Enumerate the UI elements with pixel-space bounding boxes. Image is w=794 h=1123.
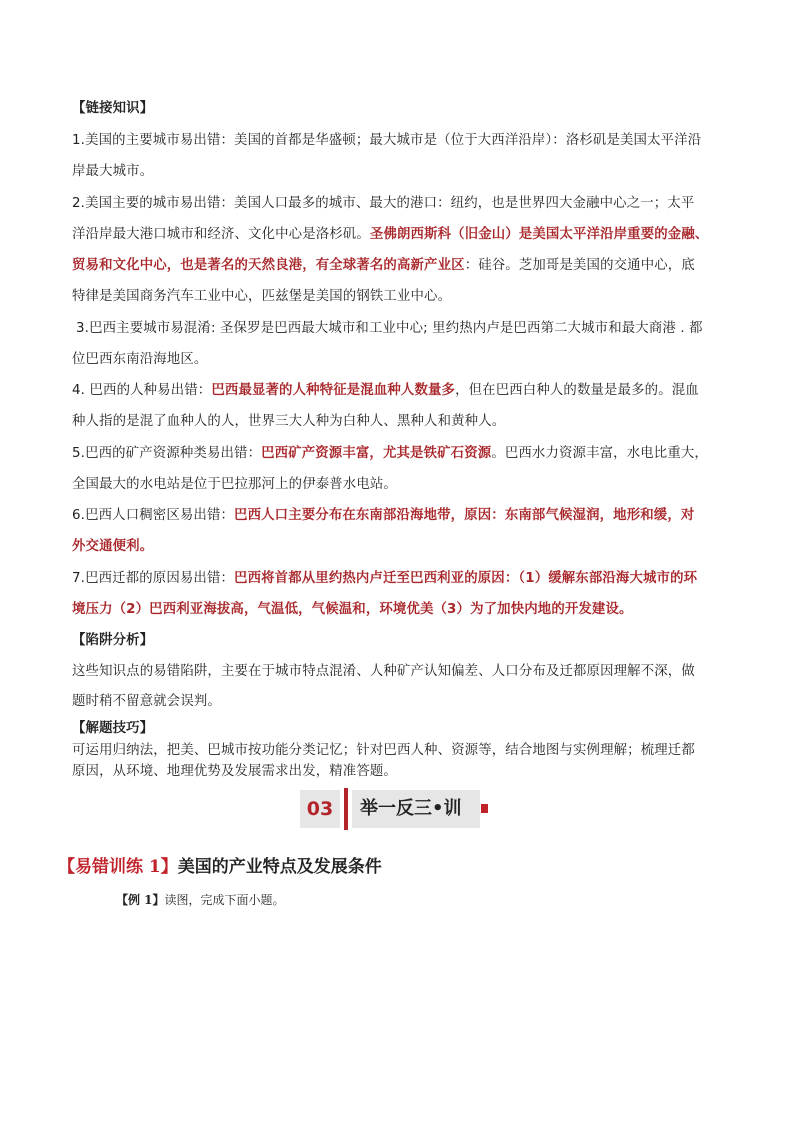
trap-line-1: 这些知识点的易错陷阱，主要在于城市特点混淆、人种矿产认知偏差、人口分布及迁都原因理解不深，做 xyxy=(72,664,695,679)
item-4-label: 4. 巴西的人种易出错： xyxy=(72,383,212,398)
item-2-line-3 xyxy=(72,256,732,276)
section-banner xyxy=(300,790,490,830)
item-5-text: 。巴西水力资源丰富，水电比重大， xyxy=(491,446,708,461)
banner-square-icon xyxy=(481,804,488,813)
banner-number: 03 xyxy=(300,790,340,828)
item-5-highlight: 巴西矿产资源丰富，尤其是铁矿石资源 xyxy=(261,446,492,461)
training-label: 【易错训练 1】 xyxy=(58,857,178,877)
banner-divider xyxy=(344,788,348,830)
example-line xyxy=(116,891,285,908)
item-2-line-2 xyxy=(72,225,732,245)
training-heading xyxy=(58,852,382,877)
item-5-line-1 xyxy=(72,444,732,464)
item-2-line-4: 特律是美国商务汽车工业中心，匹兹堡是美国的钢铁工业中心。 xyxy=(72,289,452,304)
example-label: 【例 1】 xyxy=(116,893,165,907)
example-text: 读图，完成下面小题。 xyxy=(164,893,285,907)
tips-line-1: 可运用归纳法，把美、巴城市按功能分类记忆；针对巴西人种、资源等，结合地图与实例理解；梳理迁都 xyxy=(72,743,695,758)
item-7-highlight: 巴西将首都从里约热内卢迁至巴西利亚的原因：（1）缓解东部沿海大城市的环 xyxy=(234,571,698,586)
item-1-line-2: 岸最大城市。 xyxy=(72,164,154,179)
item-2-text-cont: ：硅谷。芝加哥是美国的交通中心，底 xyxy=(464,258,695,273)
banner-title: 举一反三•训 xyxy=(352,790,480,828)
item-7-label: 7.巴西迁都的原因易出错： xyxy=(72,571,235,586)
item-4-text: ，但在巴西白种人的数量是最多的。混血 xyxy=(455,383,699,398)
item-3-line-1: 3.巴西主要城市易混淆: 圣保罗是巴西最大城市和工业中心; 里约热内卢是巴西第二大城市和最大商港 . 都 xyxy=(76,321,703,336)
heading-link-knowledge: 【链接知识】 xyxy=(72,101,154,116)
item-4-line-1 xyxy=(72,381,732,401)
item-7-line-2: 境压力（2）巴西利亚海拔高，气温低，气候温和，环境优美（3）为了加快内地的开发建设。 xyxy=(72,602,633,617)
item-5-label: 5.巴西的矿产资源种类易出错： xyxy=(72,446,262,461)
trap-line-2: 题时稍不留意就会误判。 xyxy=(72,694,221,709)
training-title: 美国的产业特点及发展条件 xyxy=(177,857,382,877)
item-6-label: 6.巴西人口稠密区易出错： xyxy=(72,508,235,523)
item-2-highlight-cont: 贸易和文化中心，也是著名的天然良港，有全球著名的高新产业区 xyxy=(72,258,465,273)
item-3-line-2: 位巴西东南沿海地区。 xyxy=(72,352,208,367)
item-5-line-2: 全国最大的水电站是位于巴拉那河上的伊泰普水电站。 xyxy=(72,477,397,492)
item-1-line-1: 1.美国的主要城市易出错：美国的首都是华盛顿；最大城市是（位于大西洋沿岸）：洛杉矶是美国太平洋沿 xyxy=(72,133,702,148)
item-6-line-2: 外交通便利。 xyxy=(72,539,154,554)
heading-solving-tips: 【解题技巧】 xyxy=(72,721,154,736)
item-2-highlight: 圣佛朗西斯科（旧金山）是美国太平洋沿岸重要的金融、 xyxy=(369,227,709,242)
item-2-line-1: 2.美国主要的城市易出错：美国人口最多的城市、最大的港口：纽约，也是世界四大金融中心之一；太平 xyxy=(72,196,695,211)
item-6-line-1 xyxy=(72,506,732,526)
item-7-line-1 xyxy=(72,569,732,589)
item-6-highlight: 巴西人口主要分布在东南部沿海地带，原因：东南部气候湿润，地形和缓，对 xyxy=(234,508,695,523)
heading-trap-analysis: 【陷阱分析】 xyxy=(72,633,154,648)
item-2-text: 洋沿岸最大港口城市和经济、文化中心是洛杉矶。 xyxy=(72,227,370,242)
item-4-highlight: 巴西最显著的人种特征是混血种人数量多 xyxy=(211,383,456,398)
tips-line-2: 原因，从环境、地理优势及发展需求出发，精准答题。 xyxy=(72,764,397,779)
item-4-line-2: 种人指的是混了血种人的人，世界三大人种为白种人、黑种人和黄种人。 xyxy=(72,414,506,429)
